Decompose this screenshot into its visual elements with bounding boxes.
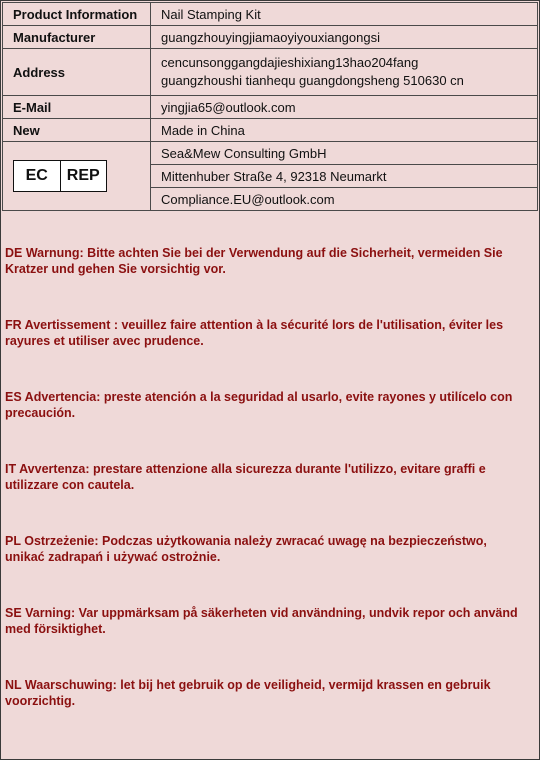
warnings-list [5, 245, 519, 749]
row-email [3, 96, 538, 119]
new-label: New [3, 119, 151, 142]
ec-rep-left: EC [25, 167, 48, 184]
manufacturer-label: Manufacturer [3, 26, 151, 49]
product-value: Nail Stamping Kit [151, 3, 538, 26]
address-line-2: guangzhoushi tianhequ guangdongsheng 510630 cn [161, 73, 464, 88]
email-value: yingjia65@outlook.com [151, 96, 538, 119]
row-new [3, 119, 538, 142]
address-label: Address [3, 49, 151, 96]
ec-rep-right: REP [60, 161, 107, 191]
row-ec-rep-company [3, 142, 538, 165]
address-value [151, 49, 538, 96]
rep-address: Mittenhuber Straße 4, 92318 Neumarkt [151, 165, 538, 188]
product-info-table [2, 2, 538, 211]
new-value: Made in China [151, 119, 538, 142]
rep-email-link[interactable]: Compliance.EU@outlook.com [151, 188, 538, 211]
row-product [3, 3, 538, 26]
warning-se: SE Varning: Var uppmärksam på säkerheten vid användning, undvik repor och använd med försiktighet. [5, 606, 518, 636]
email-label: E-Mail [3, 96, 151, 119]
ec-rep-cell [3, 142, 151, 211]
warning-es: ES Advertencia: preste atención a la seguridad al usarlo, evite rayones y utilícelo con precaución. [5, 390, 513, 420]
address-line-1: cencunsonggangdajieshixiang13hao204fang [161, 55, 419, 70]
product-label: Product Information [3, 3, 151, 26]
ec-rep-symbol [13, 160, 107, 192]
manufacturer-value: guangzhouyingjiamaoyiyouxiangongsi [151, 26, 538, 49]
warning-it: IT Avvertenza: prestare attenzione alla sicurezza durante l'utilizzo, evitare graffi e utilizzare con cautela. [5, 462, 486, 492]
warning-nl: NL Waarschuwing: let bij het gebruik op de veiligheid, vermijd krassen en gebruik voorzichtig. [5, 678, 491, 708]
warning-pl: PL Ostrzeżenie: Podczas użytkowania należy zwracać uwagę na bezpieczeństwo, unikać zadrapań i używać ostrożnie. [5, 534, 487, 564]
warning-fr: FR Avertissement : veuillez faire attention à la sécurité lors de l'utilisation, éviter les rayures et utiliser avec prudence. [5, 318, 504, 348]
warning-de: DE Warnung: Bitte achten Sie bei der Verwendung auf die Sicherheit, vermeiden Sie Kratzer und gehen Sie vorsichtig vor. [5, 246, 503, 276]
rep-company: Sea&Mew Consulting GmbH [151, 142, 538, 165]
row-manufacturer [3, 26, 538, 49]
row-address [3, 49, 538, 96]
